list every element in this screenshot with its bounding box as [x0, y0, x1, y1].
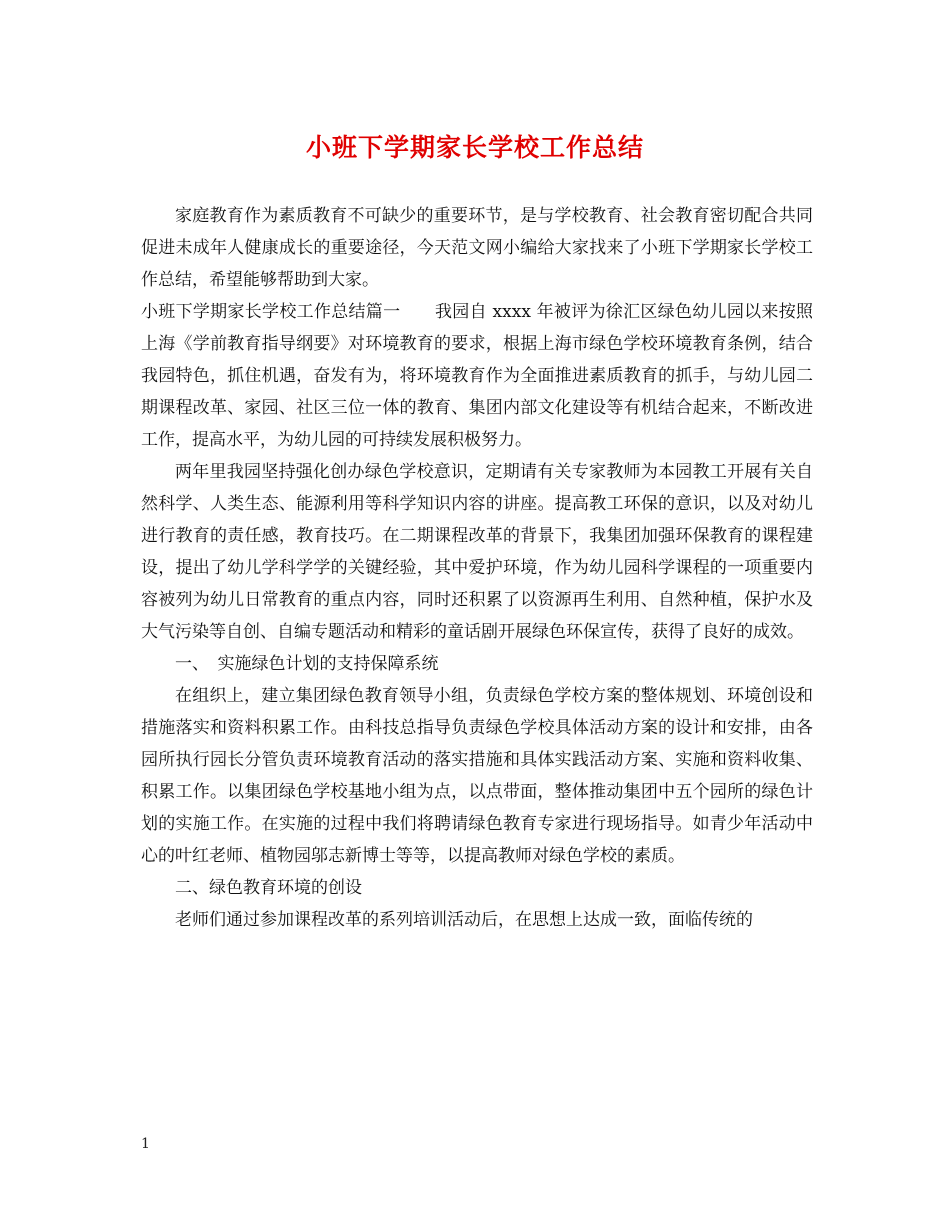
- paragraph-intro: 家庭教育作为素质教育不可缺少的重要环节，是与学校教育、社会教育密切配合共同促进未成年人健康成长的重要途径，今天范文网小编给大家找来了小班下学期家长学校工作总结，希望能够帮助到大家。: [141, 206, 813, 290]
- document-title: 小班下学期家长学校工作总结: [305, 133, 644, 162]
- paragraph-organization: 在组织上，建立集团绿色教育领导小组，负责绿色学校方案的整体规划、环境创设和措施落实和资料积累工作。由科技总指导负责绿色学校具体活动方案的设计和安排，由各园所执行园长分管负责环境教育活动的落实措施和具体实践活动方案、实施和资料收集、积累工作。以集团绿色学校基地小组为点，以点带面，整体推动集团中五个园所的绿色计划的实施工作。在实施的过程中我们将聘请绿色教育专家进行现场指导。如青少年活动中心的叶红老师、植物园邬志新博士等等，以提高教师对绿色学校的素质。: [141, 686, 813, 866]
- paragraph-two-years: 两年里我园坚持强化创办绿色学校意识，定期请有关专家教师为本园教工开展有关自然科学、人类生态、能源利用等科学知识内容的讲座。提高教工环保的意识，以及对幼儿进行教育的责任感，教育技巧。在二期课程改革的背景下，我集团加强环保教育的课程建设，提出了幼儿学科学学的关键经验，其中爱护环境，作为幼儿园科学课程的一项重要内容被列为幼儿日常教育的重点内容，同时还积累了以资源再生利用、自然种植，保护水及大气污染等自创、自编专题活动和精彩的童话剧开展绿色环保宣传，获得了良好的成效。: [141, 462, 813, 642]
- paragraph-section-one-start: 小班下学期家长学校工作总结篇一 我园自 xxxx 年被评为徐汇区绿色幼儿园以来按照上海《学前教育指导纲要》对环境教育的要求，根据上海市绿色学校环境教育条例，结合我园特色，抓住机遇，奋发有为，将环境教育作为全面推进素质教育的抓手，与幼儿园二期课程改革、家园、社区三位一体的教育、集团内部文化建设等有机结合起来，不断改进工作，提高水平，为幼儿园的可持续发展积极努力。: [141, 302, 813, 450]
- paragraph-teachers: 老师们通过参加课程改革的系列培训活动后，在思想上达成一致，面临传统的: [175, 910, 753, 930]
- section-heading-1: 一、 实施绿色计划的支持保障系统: [175, 654, 439, 674]
- page-number: 1: [141, 1136, 150, 1152]
- document-body: [141, 200, 813, 936]
- section-heading-2: 二、绿色教育环境的创设: [175, 878, 362, 898]
